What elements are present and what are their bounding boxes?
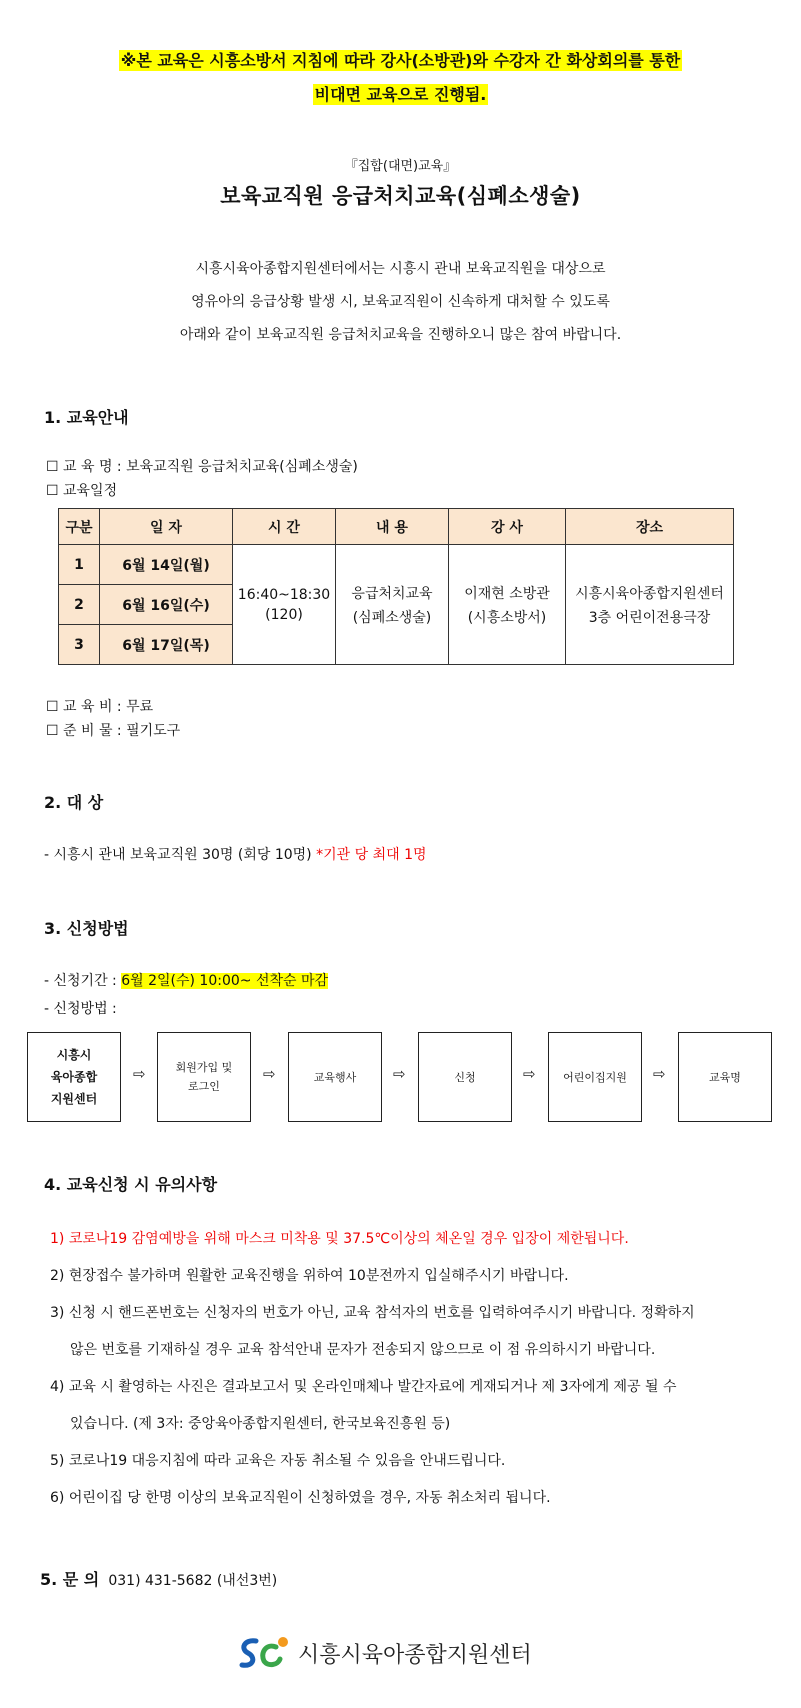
method-label: - 신청방법 : [44, 1001, 117, 1017]
course-name: ☐ 교 육 명 : 보육교직원 응급처치교육(심폐소생술) [46, 459, 358, 475]
flow-step1-line3: 지원센터 [50, 1092, 98, 1106]
flow-step1-line1: 시흥시 [56, 1048, 92, 1062]
note-item: 4) 교육 시 촬영하는 사진은 결과보고서 및 온라인매체나 발간자료에 게재되거나 제 3자에게 제공 될 수 [50, 1379, 677, 1395]
target-text: - 시흥시 관내 보육교직원 30명 (회당 10명) [44, 847, 317, 863]
target-line [44, 844, 427, 864]
row-date: 6월 16일(수) [100, 585, 233, 625]
flow-step1-line2: 육아종합 [50, 1070, 98, 1084]
note-item: 2) 현장접수 불가하며 원활한 교육진행을 위하여 10분전까지 입실해주시기 바랍니다. [50, 1268, 569, 1284]
flow-step-center [27, 1032, 121, 1122]
section4-heading: 4. 교육신청 시 유의사항 [44, 1175, 218, 1194]
intro-line-2: 영유아의 응급상황 발생 시, 보육교직원이 신속하게 대처할 수 있도록 [191, 294, 610, 310]
contact-number: 031) 431-5682 (내선3번) [108, 1573, 278, 1589]
section1-heading: 1. 교육안내 [44, 408, 129, 427]
row-no: 2 [59, 585, 100, 625]
place-cell [566, 545, 734, 665]
intro-line-1: 시흥시육아종합지원센터에서는 시흥시 관내 보육교직원을 대상으로 [195, 261, 606, 277]
flow-step-signup [157, 1032, 251, 1122]
supplies-line: ☐ 준 비 물 : 필기도구 [46, 723, 181, 739]
row-date: 6월 17일(목) [100, 625, 233, 665]
place-line-2: 3층 어린이전용극장 [588, 609, 711, 626]
section5-heading: 5. 문 의 [40, 1570, 100, 1589]
header-content: 내 용 [336, 509, 449, 545]
flow-step-apply: 신청 [418, 1032, 512, 1122]
flow-step-events: 교육행사 [288, 1032, 382, 1122]
instructor-line-1: 이재현 소방관 [464, 585, 550, 602]
table-header-row [59, 509, 734, 545]
header-time: 시 간 [233, 509, 336, 545]
time-cell [233, 545, 336, 665]
instructor-line-2: (시흥소방서) [467, 609, 547, 626]
contact-line [40, 1567, 277, 1590]
row-date: 6월 14일(월) [100, 545, 233, 585]
flow-step2-line1: 회원가입 및 [175, 1061, 233, 1074]
org-logo-icon [236, 1633, 292, 1673]
flow-arrow-icon: ⇨ [133, 1065, 146, 1083]
schedule-table [58, 508, 734, 665]
target-note: *기관 당 최대 1명 [316, 847, 427, 863]
header-place: 장소 [566, 509, 734, 545]
subtitle: 『집합(대면)교육』 [344, 159, 457, 174]
header-no: 구분 [59, 509, 100, 545]
flow-arrow-icon: ⇨ [523, 1065, 536, 1083]
period-value: 6월 2일(수) 10:00~ 선착순 마감 [121, 973, 329, 989]
intro-line-3: 아래와 같이 보육교직원 응급처치교육을 진행하오니 많은 참여 바랍니다. [179, 327, 622, 343]
section3-heading: 3. 신청방법 [44, 919, 129, 938]
notice-line-1: ※본 교육은 시흥소방서 지침에 따라 강사(소방관)와 수강자 간 화상회의를 통한 [120, 51, 681, 70]
note-item: 6) 어린이집 당 한명 이상의 보육교직원이 신청하였을 경우, 자동 취소처리 됩니다. [50, 1490, 551, 1506]
flow-arrow-icon: ⇨ [653, 1065, 666, 1083]
schedule-label: ☐ 교육일정 [46, 483, 118, 499]
row-no: 3 [59, 625, 100, 665]
fee-line: ☐ 교 육 비 : 무료 [46, 699, 154, 715]
instructor-cell [449, 545, 566, 665]
flow-step-daycare-support: 어린이집지원 [548, 1032, 642, 1122]
duration-value: (120) [265, 606, 303, 623]
period-line [44, 970, 328, 990]
period-label: - 신청기간 : [44, 973, 122, 989]
org-name: 시흥시육아종합지원센터 [298, 1642, 532, 1668]
time-value: 16:40~18:30 [237, 586, 331, 603]
content-line-1: 응급처치교육 [351, 585, 433, 602]
note-item: 1) 코로나19 감염예방을 위해 마스크 미착용 및 37.5℃이상의 체온일 경우 입장이 제한됩니다. [50, 1231, 629, 1247]
section2-heading: 2. 대 상 [44, 793, 104, 812]
flow-step2-line2: 로그인 [188, 1080, 220, 1093]
notice-line-2: 비대면 교육으로 진행됨. [314, 85, 487, 104]
content-line-2: (심폐소생술) [352, 609, 432, 626]
header-date: 일 자 [100, 509, 233, 545]
row-no: 1 [59, 545, 100, 585]
flow-arrow-icon: ⇨ [393, 1065, 406, 1083]
flow-arrow-icon: ⇨ [263, 1065, 276, 1083]
page-title: 보육교직원 응급처치교육(심폐소생술) [220, 184, 581, 208]
note-item-continued: 있습니다. (제 3자: 중앙육아종합지원센터, 한국보육진흥원 등) [70, 1416, 451, 1432]
place-line-1: 시흥시육아종합지원센터 [575, 585, 724, 602]
footer-logo [236, 1632, 566, 1674]
note-item-continued: 않은 번호를 기재하실 경우 교육 참석안내 문자가 전송되지 않으므로 이 점 유의하시기 바랍니다. [70, 1342, 656, 1358]
table-row [59, 545, 734, 585]
content-cell [336, 545, 449, 665]
header-instructor: 강 사 [449, 509, 566, 545]
note-item: 3) 신청 시 핸드폰번호는 신청자의 번호가 아닌, 교육 참석자의 번호를 입력하여주시기 바랍니다. 정확하지 [50, 1305, 695, 1321]
note-item: 5) 코로나19 대응지침에 따라 교육은 자동 취소될 수 있음을 안내드립니다. [50, 1453, 506, 1469]
flow-step-course-name: 교육명 [678, 1032, 772, 1122]
